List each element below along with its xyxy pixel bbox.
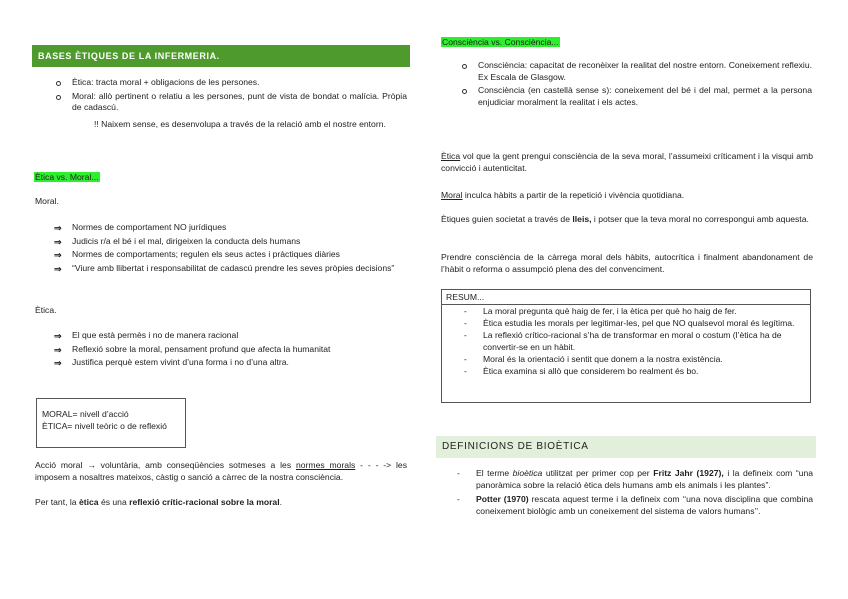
accio-moral-paragraph: Acció moral → voluntària, amb conseqüències sotmeses a les normes morals - - - -> les imposem a nosaltres mateixos, càstig o sanció a càrrec de la nostra consciència. bbox=[35, 460, 408, 482]
list-item: Consciència (en castellà sense s): coneixement del bé i del mal, permet a la persona enjudiciar moralment la realitat i els actes. bbox=[460, 85, 812, 108]
list-item: Consciència: capacitat de reconèixer la realitat del nostre entorn. Coneixement reflexiu. Ex Escala de Glasgow. bbox=[460, 60, 812, 83]
subheading-etica-vs-moral: Ètica vs. Moral... bbox=[35, 172, 99, 182]
etiques-lleis-paragraph: Ètiques guien societat a través de lleis, i potser que la teva moral no correspongui amb aquesta. bbox=[441, 214, 809, 224]
resum-title: RESUM... bbox=[442, 290, 810, 305]
etica-list bbox=[54, 330, 407, 371]
double-arrow-icon: ⇒ bbox=[54, 264, 62, 275]
resum-list bbox=[442, 306, 810, 377]
bioetica-definitions bbox=[455, 468, 813, 519]
moral-paragraph: Moral inculca hàbits a partir de la repetició i vivència quotidiana. bbox=[441, 190, 685, 200]
list-item: - Ètica estudia les morals per legitimar-les, pel que NO qualsevol moral és legítima. bbox=[462, 318, 802, 329]
resum-box bbox=[441, 289, 811, 403]
intro-note: !! Naixem sense, es desenvolupa a través de la relació amb el nostre entorn. bbox=[94, 119, 386, 129]
list-item: - Potter (1970) rescata aquest terme i la defineix com ‘‘una nova disciplina que combina coneixement biològic amb un coneixement del sistema de valors humans’’. bbox=[455, 494, 813, 517]
list-item: - La moral pregunta què haig de fer, i la ètica per què ho haig de fer. bbox=[462, 306, 802, 317]
etica-label: Ètica. bbox=[35, 305, 57, 315]
double-arrow-icon: ⇒ bbox=[54, 344, 62, 355]
intro-list bbox=[54, 77, 407, 116]
list-item: - El terme bioètica utilitzat per primer cop per Fritz Jahr (1927), i la defineix com “una panoràmica sobre la relació ètica dels humans amb els animals i les plantes”. bbox=[455, 468, 813, 491]
consciencia-list bbox=[460, 60, 812, 111]
list-item: - Ètica examina si allò que considerem bo realment és bo. bbox=[462, 366, 802, 377]
section-header-bases-etiques: BASES ÈTIQUES DE LA INFERMERIA. bbox=[32, 45, 410, 67]
list-item: - La reflexió crítico-racional s’ha de transformar en moral o costum (l’ètica ha de convertir-se en un hàbit. bbox=[462, 330, 802, 352]
double-arrow-icon: ⇒ bbox=[54, 250, 62, 261]
list-item: ⇒ Judicis r/a el bé i el mal, dirigeixen la conducta dels humans bbox=[54, 235, 301, 247]
list-item: ⇒ El que està permès i no de manera racional bbox=[54, 330, 239, 341]
double-arrow-icon: ⇒ bbox=[54, 331, 62, 341]
list-item: ⇒ Normes de comportaments; regulen els seus actes i pràctiques diàries bbox=[54, 249, 340, 261]
list-item: ⇒ Justifica perquè estem vivint d’una forma i no d’una altra. bbox=[54, 357, 289, 369]
list-item: Ètica: tracta moral + obligacions de les persones. bbox=[54, 77, 407, 89]
list-item: ⇒ “Viure amb llibertat i responsabilitat de cadascú prendre les seves pròpies decisions” bbox=[54, 263, 395, 275]
etica-paragraph: Ètica vol que la gent prengui consciència de la seva moral, l’assumeixi críticament i la visqui amb convicció i autenticitat. bbox=[441, 151, 813, 173]
list-item: - Moral és la orientació i sentit que donem a la nostra existència. bbox=[462, 354, 802, 365]
list-item: ⇒ Normes de comportament NO jurídiques bbox=[54, 222, 227, 233]
list-item: ⇒ Reflexió sobre la moral, pensament profund que afecta la humanitat bbox=[54, 343, 331, 355]
double-arrow-icon: ⇒ bbox=[54, 236, 62, 247]
list-item: Moral: allò pertinent o relatiu a les persones, punt de vista de bondat o malícia. Pròpia de cadascú. bbox=[54, 91, 407, 114]
double-arrow-icon: ⇒ bbox=[54, 358, 62, 369]
subheading-consciencia: Consciència vs. Consciència... bbox=[442, 37, 559, 47]
consciencia-carrega-paragraph: Prendre consciència de la càrrega moral dels hàbits, autocrítica i finalment abandonament de l’hàbit o reforma o assumpció plena des del convenciment. bbox=[441, 252, 813, 274]
moral-list bbox=[54, 222, 407, 277]
moral-label: Moral. bbox=[35, 196, 59, 206]
moral-etica-box: MORAL= nivell d’acció ÈTICA= nivell teòric o de reflexió bbox=[36, 398, 186, 448]
conclusion-paragraph: Per tant, la ètica és una reflexió crític-racional sobre la moral. bbox=[35, 497, 282, 507]
section-header-bioetica: DEFINICIONS DE BIOÈTICA bbox=[436, 436, 816, 458]
double-arrow-icon: ⇒ bbox=[54, 223, 62, 233]
